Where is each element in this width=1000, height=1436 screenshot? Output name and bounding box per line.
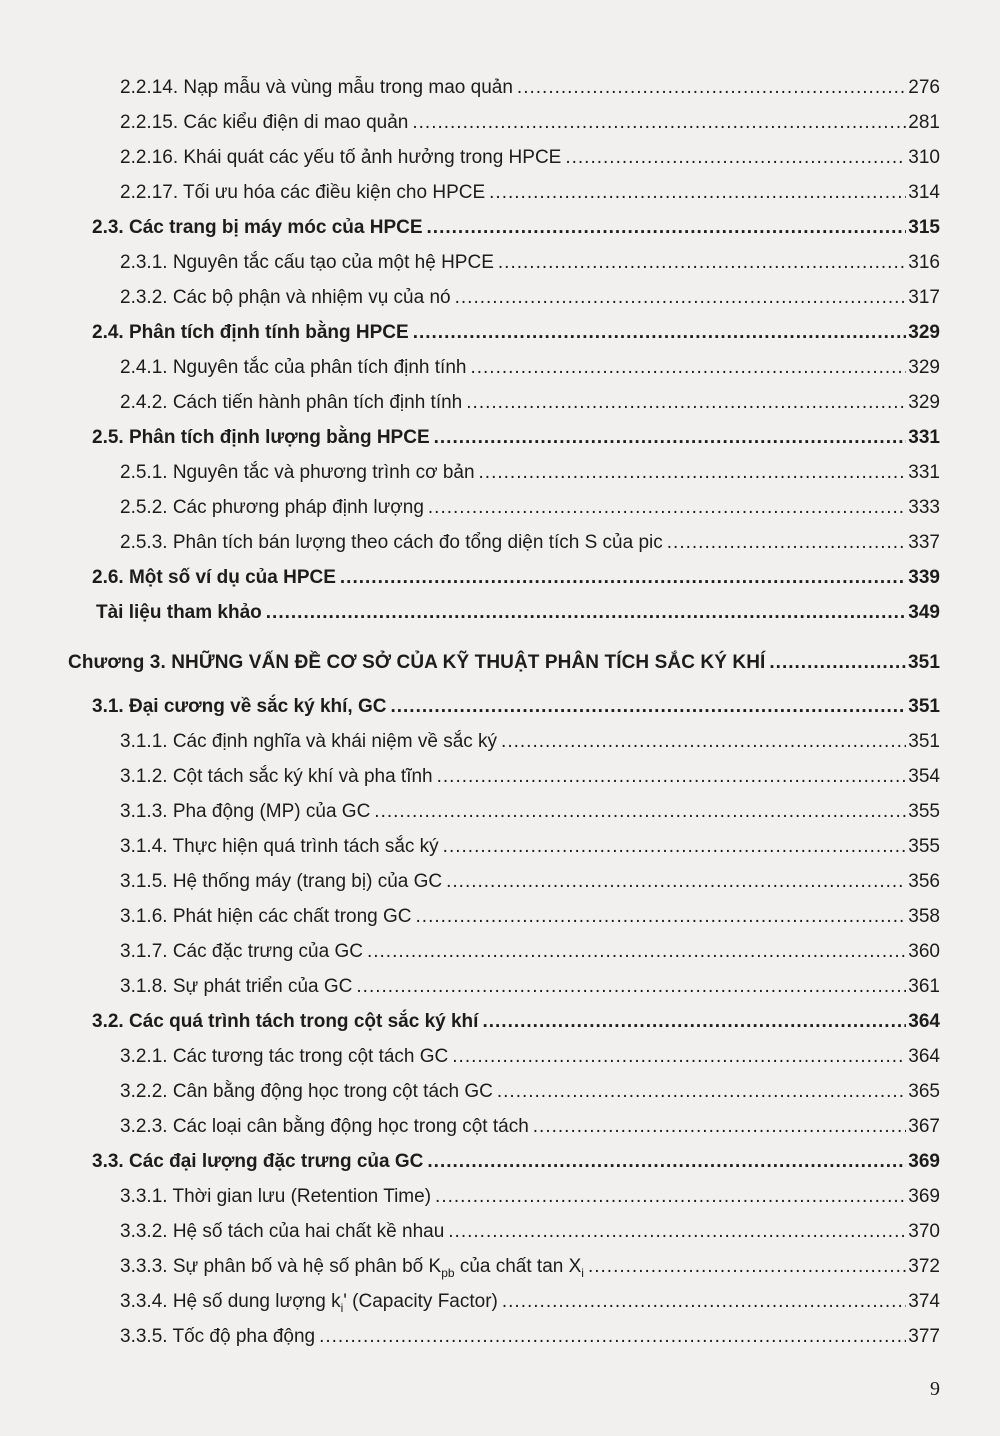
dot-leader	[434, 426, 907, 450]
toc-entry-text: 3.2.2. Cân bằng động học trong cột tách GC	[120, 1081, 493, 1102]
toc-entry-title	[120, 111, 408, 135]
toc-page-number: 369	[908, 1186, 940, 1207]
toc-entry-text: 2.6. Một số ví dụ của HPCE	[92, 567, 336, 588]
toc-subsection-entry	[120, 76, 940, 100]
toc-page-number: 365	[908, 1081, 940, 1102]
toc-entry-text: 3.3.2. Hệ số tách của hai chất kề nhau	[120, 1221, 445, 1242]
toc-entry-text: 3.1.4. Thực hiện quá trình tách sắc ký	[120, 836, 439, 857]
toc-entry-text: 3.3.3. Sự phân bố và hệ số phân bố K	[120, 1256, 442, 1277]
toc-subsection-entry	[120, 286, 940, 310]
toc-entry-text: 3.1.1. Các định nghĩa và khái niệm về sắc ký	[120, 731, 498, 752]
toc-page-number: 358	[908, 906, 940, 927]
toc-entry-text: 3.3. Các đại lượng đặc trưng của GC	[92, 1151, 424, 1172]
dot-leader	[588, 1255, 906, 1279]
toc-entry-text: Tài liệu tham khảo	[96, 602, 262, 623]
toc-section-entry	[92, 321, 940, 345]
toc-entry-title	[120, 1325, 315, 1349]
toc-entry-text: 2.5. Phân tích định lượng bằng HPCE	[92, 427, 430, 448]
toc-subsection-entry	[120, 1220, 940, 1244]
dot-leader	[497, 1080, 906, 1104]
toc-section-entry	[92, 426, 940, 450]
toc-subsection-entry	[120, 1325, 940, 1349]
toc-entry-text-continued: ' (Capacity Factor)	[343, 1291, 498, 1312]
toc-page-number: 317	[908, 287, 940, 308]
toc-entry-text: 3.1.7. Các đặc trưng của GC	[120, 941, 363, 962]
toc-page-number: 351	[908, 731, 940, 752]
toc-entry-text: 2.2.16. Khái quát các yếu tố ảnh hưởng trong HPCE	[120, 147, 562, 168]
dot-leader	[266, 601, 907, 625]
toc-entry-title	[92, 426, 430, 450]
dot-leader	[466, 391, 906, 415]
dot-leader	[533, 1115, 907, 1139]
toc-entry-text: 3.1.6. Phát hiện các chất trong GC	[120, 906, 412, 927]
toc-entry-title	[120, 391, 462, 415]
toc-entry-title	[92, 321, 409, 345]
dot-leader	[437, 765, 907, 789]
dot-leader	[517, 76, 906, 100]
toc-section-entry	[92, 1010, 940, 1034]
toc-entry-title	[120, 1115, 529, 1139]
toc-page-number: 276	[908, 77, 940, 98]
toc-section-entry	[92, 695, 940, 719]
toc-entry-title	[120, 461, 475, 485]
toc-page-number: 329	[908, 322, 940, 343]
dot-leader	[340, 566, 906, 590]
dot-leader	[413, 321, 907, 345]
toc-page-number: 364	[908, 1011, 940, 1032]
toc-entry-text: 2.2.14. Nạp mẫu và vùng mẫu trong mao quản	[120, 77, 513, 98]
toc-page-number: 333	[908, 497, 940, 518]
toc-page-number: 310	[908, 147, 940, 168]
dot-leader	[501, 730, 906, 754]
toc-entry-title	[96, 601, 262, 625]
toc-entry-text: 2.5.2. Các phương pháp định lượng	[120, 497, 424, 518]
toc-page-number: 361	[908, 976, 940, 997]
toc-entry-title	[120, 1185, 431, 1209]
toc-entry-text: 2.3.1. Nguyên tắc cấu tạo của một hệ HPCE	[120, 252, 494, 273]
toc-page-number: 377	[908, 1326, 940, 1347]
toc-entry-title	[120, 1220, 444, 1244]
toc-subsection-entry	[120, 1290, 940, 1314]
toc-subsection-entry	[120, 1185, 940, 1209]
toc-subsection-entry	[120, 1045, 940, 1069]
toc-page-number: 331	[908, 427, 940, 448]
toc-entry-title	[120, 905, 412, 929]
toc-chapter-entry	[68, 651, 940, 675]
toc-entry-text: 2.4.1. Nguyên tắc của phân tích định tính	[120, 357, 467, 378]
toc-entry-text: 2.3.2. Các bộ phận và nhiệm vụ của nó	[120, 287, 451, 308]
toc-subsection-entry	[120, 461, 940, 485]
subscript: pb	[441, 1265, 455, 1280]
dot-leader	[416, 905, 907, 929]
toc-page-number: 369	[908, 1151, 940, 1172]
toc-page-number: 351	[908, 696, 940, 717]
dot-leader	[498, 251, 906, 275]
toc-page-number: 364	[908, 1046, 940, 1067]
dot-leader	[435, 1185, 906, 1209]
toc-page-number: 351	[907, 652, 940, 673]
toc-entry-title	[92, 566, 336, 590]
dot-leader	[470, 356, 906, 380]
toc-page-number: 355	[908, 836, 940, 857]
toc-entry-title	[120, 181, 485, 205]
toc-subsection-entry	[120, 251, 940, 275]
subscript: i	[581, 1265, 584, 1280]
toc-entry-text: 3.3.5. Tốc độ pha động	[120, 1326, 316, 1347]
toc-entry-text: 2.4. Phân tích định tính bằng HPCE	[92, 322, 409, 343]
toc-page-number: 349	[908, 602, 940, 623]
toc-subsection-entry	[120, 146, 940, 170]
dot-leader	[482, 1010, 906, 1034]
toc-entry-title	[120, 146, 561, 170]
dot-leader	[427, 216, 907, 240]
toc-entry-text: 2.2.17. Tối ưu hóa các điều kiện cho HPCE	[120, 182, 486, 203]
toc-entry-title	[92, 1010, 478, 1034]
toc-subsection-entry	[120, 800, 940, 824]
toc-page-number: 355	[908, 801, 940, 822]
toc-entry-title	[120, 251, 494, 275]
toc-page-number: 374	[908, 1291, 940, 1312]
toc-subsection-entry	[120, 181, 940, 205]
toc-page-number: 360	[908, 941, 940, 962]
toc-page-number: 329	[908, 392, 940, 413]
toc-page-number: 356	[908, 871, 940, 892]
toc-entry-text: 2.2.15. Các kiểu điện di mao quản	[120, 112, 409, 133]
toc-entry-title	[120, 1045, 448, 1069]
toc-entry-text-continued: của chất tan X	[454, 1256, 582, 1277]
dot-leader	[479, 461, 907, 485]
toc-subsection-entry	[120, 1115, 940, 1139]
toc-subsection-entry	[120, 940, 940, 964]
dot-leader	[412, 111, 906, 135]
toc-entry-title	[92, 1150, 423, 1174]
dot-leader	[319, 1325, 906, 1349]
toc-page-number: 370	[908, 1221, 940, 1242]
toc-subsection-entry	[120, 975, 940, 999]
subscript: i	[340, 1300, 344, 1315]
dot-leader	[390, 695, 906, 719]
toc-entry-title	[120, 496, 424, 520]
dot-leader	[374, 800, 906, 824]
toc-subsection-entry	[120, 531, 940, 555]
toc-entry-text: Chương 3. NHỮNG VẤN ĐỀ CƠ SỞ CỦA KỸ THUẬT PHÂN TÍCH SẮC KÝ KHÍ	[68, 652, 766, 673]
toc-entry-title	[120, 800, 370, 824]
toc-entry-text: 2.3. Các trang bị máy móc của HPCE	[92, 217, 423, 238]
dot-leader	[427, 1150, 906, 1174]
toc-entry-title	[120, 1290, 498, 1314]
toc-subsection-entry	[120, 496, 940, 520]
toc-entry-title	[120, 765, 433, 789]
toc-entry-text: 3.1.5. Hệ thống máy (trang bị) của GC	[120, 871, 443, 892]
dot-leader	[448, 1220, 906, 1244]
toc-page-number: 316	[908, 252, 940, 273]
toc-entry-text: 2.5.3. Phân tích bán lượng theo cách đo tổng diện tích S của pic	[120, 532, 663, 553]
dot-leader	[446, 870, 906, 894]
dot-leader	[667, 531, 907, 555]
toc-entry-title	[92, 216, 423, 240]
dot-leader	[356, 975, 906, 999]
toc-page-number: 367	[908, 1116, 940, 1137]
toc-entry-title	[120, 356, 466, 380]
dot-leader	[443, 835, 907, 859]
dot-leader	[455, 286, 907, 310]
toc-page-number: 315	[908, 217, 940, 238]
toc-subsection-entry	[120, 391, 940, 415]
toc-subsection-entry	[120, 835, 940, 859]
toc-references-entry	[96, 601, 940, 625]
toc-entry-title	[120, 1255, 584, 1279]
toc-entry-text: 3.2.3. Các loại cân bằng động học trong cột tách	[120, 1116, 529, 1137]
toc-section-entry	[92, 1150, 940, 1174]
toc-page-number: 331	[908, 462, 940, 483]
toc-entry-title	[120, 76, 513, 100]
toc-entry-title	[120, 835, 439, 859]
toc-subsection-entry	[120, 870, 940, 894]
dot-leader	[565, 146, 906, 170]
toc-entry-text: 3.1. Đại cương về sắc ký khí, GC	[92, 696, 387, 717]
toc-entry-title	[120, 940, 363, 964]
toc-subsection-entry	[120, 356, 940, 380]
dot-leader	[502, 1290, 906, 1314]
toc-entry-title	[120, 870, 442, 894]
dot-leader	[452, 1045, 906, 1069]
toc-page-number: 337	[908, 532, 940, 553]
toc-section-entry	[92, 216, 940, 240]
toc-entry-text: 3.1.8. Sự phát triển của GC	[120, 976, 353, 997]
toc-page-number: 339	[908, 567, 940, 588]
toc-entry-title	[120, 286, 451, 310]
toc-subsection-entry	[120, 1255, 940, 1279]
toc-entry-title	[120, 730, 497, 754]
toc-entry-text: 2.4.2. Cách tiến hành phân tích định tính	[120, 392, 463, 413]
toc-page-number: 314	[908, 182, 940, 203]
toc-entry-title	[120, 975, 352, 999]
toc-entry-text: 3.3.4. Hệ số dung lượng k	[120, 1291, 341, 1312]
toc-entry-title	[92, 695, 386, 719]
toc-subsection-entry	[120, 1080, 940, 1104]
toc-subsection-entry	[120, 765, 940, 789]
toc-entry-text: 3.2. Các quá trình tách trong cột sắc ký khí	[92, 1011, 479, 1032]
toc-entry-text: 3.3.1. Thời gian lưu (Retention Time)	[120, 1186, 432, 1207]
toc-entry-text: 3.2.1. Các tương tác trong cột tách GC	[120, 1046, 449, 1067]
toc-section-entry	[92, 566, 940, 590]
toc-entry-text: 2.5.1. Nguyên tắc và phương trình cơ bản	[120, 462, 475, 483]
toc-entry-title	[120, 531, 663, 555]
toc-subsection-entry	[120, 111, 940, 135]
toc-entry-title	[120, 1080, 493, 1104]
dot-leader	[367, 940, 906, 964]
toc-entry-text: 3.1.3. Pha động (MP) của GC	[120, 801, 371, 822]
toc-subsection-entry	[120, 730, 940, 754]
toc-page-number: 281	[908, 112, 940, 133]
toc-page-number: 329	[908, 357, 940, 378]
page-number: 9	[930, 1378, 940, 1400]
toc-entry-text: 3.1.2. Cột tách sắc ký khí và pha tĩnh	[120, 766, 433, 787]
dot-leader	[489, 181, 906, 205]
toc-page-number: 372	[908, 1256, 940, 1277]
toc-page-number: 354	[908, 766, 940, 787]
dot-leader	[428, 496, 906, 520]
toc-subsection-entry	[120, 905, 940, 929]
dot-leader	[769, 651, 906, 675]
toc-entry-title	[68, 651, 765, 675]
